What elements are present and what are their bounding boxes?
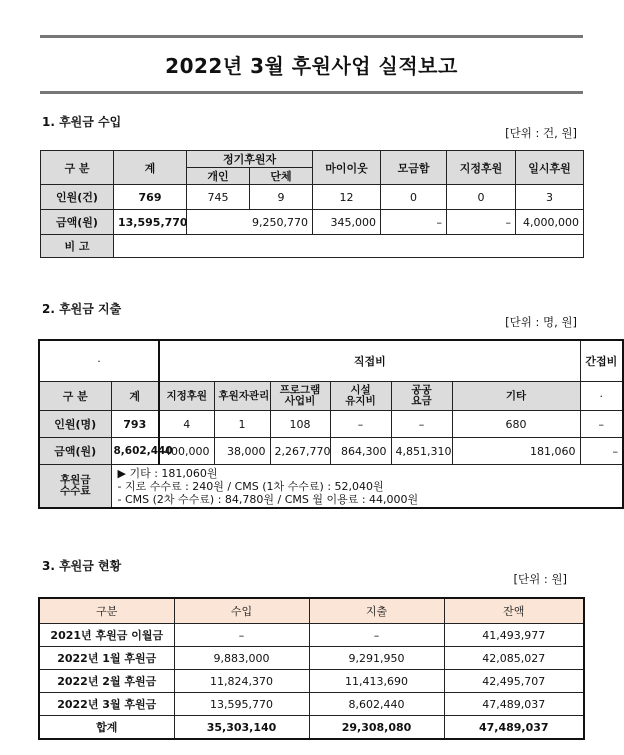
expense-header-category: 구 분 [39,382,111,411]
balance-total-expense: 29,308,080 [309,716,444,740]
expense-amount-program: 2,267,770 [270,438,330,465]
expense-people-total: 793 [111,411,159,438]
expense-amount-donor-mgmt: 38,000 [214,438,270,465]
section-2-heading: 2. 후원금 지출 [42,302,122,316]
expense-people-utility: – [391,411,452,438]
expense-people-donor-mgmt: 1 [214,411,270,438]
expense-header-total: 계 [111,382,159,411]
balance-row-expense: 11,413,690 [309,670,444,693]
expense-fee-label: 후원금 수수료 [39,465,111,509]
expense-people-indirect: – [580,411,623,438]
balance-row-label: 2022년 1월 후원금 [39,647,174,670]
table-row [39,693,584,716]
expense-fee-notes [111,465,623,509]
expense-amount-facility: 864,300 [330,438,391,465]
table-row [39,670,584,693]
fee-line-1: - 지로 수수료 : 240원 / CMS (1차 수수료) : 52,040원 [117,479,384,493]
balance-row-income: – [174,624,309,647]
section-2-unit: [단위 : 명, 원] [505,315,577,329]
expense-header-utility: 공공 요금 [391,382,452,411]
section-3-unit: [단위 : 원] [513,572,567,586]
balance-total-label: 합계 [39,716,174,740]
expense-header-program: 프로그램 사업비 [270,382,330,411]
balance-row-balance: 41,493,977 [444,624,584,647]
balance-table [38,597,585,740]
expense-header-facility: 시설 유지비 [330,382,391,411]
balance-header-balance: 잔액 [444,598,584,624]
income-remark-label: 비 고 [41,235,114,258]
income-header-collection: 모금함 [381,151,447,185]
section-3-heading: 3. 후원금 현황 [42,559,122,573]
balance-total-balance: 47,489,037 [444,716,584,740]
expense-table [38,339,624,509]
total-row [39,716,584,740]
income-amount-collection: – [381,210,447,235]
balance-row-income: 9,883,000 [174,647,309,670]
income-header-myiwoot: 마이이웃 [313,151,381,185]
income-people-group: 9 [250,185,313,210]
balance-row-balance: 42,085,027 [444,647,584,670]
income-header-regular: 정기후원자 [187,151,313,168]
title-top-rule [40,35,583,38]
section-1-unit: [단위 : 건, 원] [505,126,577,140]
income-amount-designated: – [447,210,516,235]
balance-row-label: 2022년 2월 후원금 [39,670,174,693]
balance-row-label: 2021년 후원금 이월금 [39,624,174,647]
balance-total-income: 35,303,140 [174,716,309,740]
expense-header-donor-mgmt: 후원자관리 [214,382,270,411]
income-amount-total: 13,595,770 [114,210,187,235]
table-row [39,624,584,647]
income-amount-myiwoot: 345,000 [313,210,381,235]
balance-row-expense: – [309,624,444,647]
expense-amount-designated: 400,000 [159,438,214,465]
balance-header-income: 수입 [174,598,309,624]
balance-row-income: 13,595,770 [174,693,309,716]
expense-header-dot: · [39,340,159,382]
expense-header-indirect-dot: · [580,382,623,411]
income-table [40,150,584,258]
balance-row-label: 2022년 3월 후원금 [39,693,174,716]
fee-line-2: - CMS (2차 수수료) : 84,780원 / CMS 월 이용료 : 44,000원 [117,492,419,506]
income-amount-temporary: 4,000,000 [516,210,584,235]
expense-header-direct: 직접비 [159,340,580,382]
expense-amount-label: 금액(원) [39,438,111,465]
income-amount-regular: 9,250,770 [187,210,313,235]
income-header-temporary: 일시후원 [516,151,584,185]
expense-people-label: 인원(명) [39,411,111,438]
balance-row-balance: 47,489,037 [444,693,584,716]
expense-amount-utility: 4,851,310 [391,438,452,465]
income-people-individual: 745 [187,185,250,210]
expense-people-program: 108 [270,411,330,438]
income-header-group: 단체 [250,168,313,185]
income-header-individual: 개인 [187,168,250,185]
income-people-total: 769 [114,185,187,210]
income-people-myiwoot: 12 [313,185,381,210]
expense-amount-etc: 181,060 [452,438,580,465]
expense-amount-indirect: – [580,438,623,465]
expense-header-designated: 지정후원 [159,382,214,411]
income-header-total: 계 [114,151,187,185]
expense-people-etc: 680 [452,411,580,438]
page-title: 2022년 3월 후원사업 실적보고 [165,54,458,78]
income-remark-value [114,235,584,258]
title-bottom-rule [40,91,583,94]
balance-header-category: 구분 [39,598,174,624]
section-1-heading: 1. 후원금 수입 [42,115,122,129]
expense-header-indirect: 간접비 [580,340,623,382]
table-row [39,647,584,670]
income-header-category: 구 분 [41,151,114,185]
income-people-temporary: 3 [516,185,584,210]
income-people-collection: 0 [381,185,447,210]
fee-line-etc: ▶ 기타 : 181,060원 [117,466,218,480]
balance-row-balance: 42,495,707 [444,670,584,693]
balance-row-expense: 8,602,440 [309,693,444,716]
balance-header-expense: 지출 [309,598,444,624]
balance-row-income: 11,824,370 [174,670,309,693]
income-amount-label: 금액(원) [41,210,114,235]
income-people-designated: 0 [447,185,516,210]
balance-row-expense: 9,291,950 [309,647,444,670]
expense-amount-total: 8,602,440 [111,438,159,465]
income-people-label: 인원(건) [41,185,114,210]
expense-header-etc: 기타 [452,382,580,411]
expense-people-designated: 4 [159,411,214,438]
income-header-designated: 지정후원 [447,151,516,185]
expense-people-facility: – [330,411,391,438]
